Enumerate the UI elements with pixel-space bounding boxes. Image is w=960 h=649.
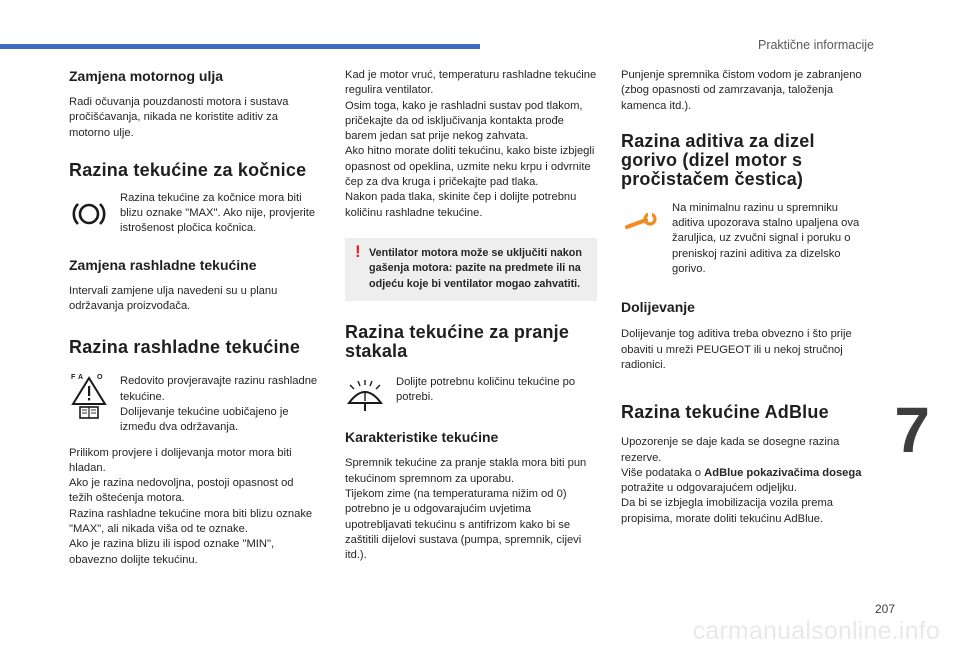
washer-spec-text: Spremnik tekućine za pranje stakla mora biti pun tekućinom spremnom za uporabu. Tijekom zime (na temperaturama nižim od 0) potrebno je u odgovarajućim uvjetima upotrebljavati tekućinu s antifrizom kako bi se zaštitili dijelovi sustava (pumpa, spremnik, cijevi itd.). [345,457,587,562]
adblue-text-3: Da bi se izbjegla imobilizacija vozila prema propisima, morate doliti tekućinu AdBlue. [621,497,834,525]
adblue-text-2-pre: Više podataka o [621,466,705,479]
svg-text:F: F [71,374,76,382]
oil-text: Radi očuvanja pouzdanosti motora i sustava pročišćavanja, nikada ne koristite aditiv za motorno ulje. [69,96,289,139]
brake-text: Razina tekućine za kočnice mora biti blizu oznake "MAX". Ako nije, provjerite istrošenost pločica kočnica. [120,191,316,235]
brake-title: Razina tekućine za kočnice [69,159,307,180]
page-number: 207 [874,602,895,616]
coolant-level-title: Razina rashladne tekućine [69,337,301,358]
refill-text: Dolijevanje tog aditiva treba obvezno i što prije obaviti u mreži PEUGEOT ili u nekoj stručnoj radionici. [621,328,852,371]
section-title: Praktične informacije [757,38,874,52]
brake-warning-icon [69,201,109,227]
coolant-level-icon-text: Redovito provjeravajte razinu rashladne tekućine. Dolijevanje tekućine uobičajeno je između dva održavanja. [120,375,318,434]
svg-text:A: A [78,374,84,382]
additive-row [621,201,873,277]
column-1 [69,68,319,578]
coolant-change-text: Intervali zamjene ulja navedeni su u planu održavanja proizvođača. [69,284,278,313]
warning-box [345,238,597,301]
washer-title: Razina tekućine za pranje stakala [345,321,570,361]
adblue-link-text: AdBlue pokazivačima dosega [704,466,862,479]
svg-text:O: O [97,374,103,382]
accent-bar [0,44,480,49]
column-2 [345,68,597,574]
chapter-number: 7 [894,394,930,466]
fill-text: Punjenje spremnika čistom vodom je zabranjeno (zbog opasnosti od zamrzavanja, taloženja kamenca itd.). [621,69,862,112]
adblue-text-1: Upozorenje se daje kada se dosegne razina rezerve. [621,436,840,464]
refill-title: Dolijevanje [621,299,695,316]
warning-text: Ventilator motora može se uključiti nakon gašenja motora: pazite na predmete ili na odjeću koje bi ventilator mogao zahvatiti. [369,246,582,290]
warning-mark: ! [355,241,361,261]
additive-icon-text: Na minimalnu razinu u spremniku aditiva upozorava stalno upaljena ova žaruljica, uz zvučni signal i poruku o preniskoj razini aditiva za dizelsko gorivo. [672,201,860,276]
hot-warning-icon [69,372,109,420]
coolant-change-title: Zamjena rashladne tekućine [69,256,257,273]
coolant-level-text: Prilikom provjere i dolijevanja motor mora biti hladan. Ako je razina nedovoljna, postoji opasnost od težih oštećenja motora. Razina rashladne tekućine mora biti blizu oznake "MAX", ali nikada viša od te oznake. Ako je razina blizu ili ispod oznake "MIN", obavezno dolijte tekućinu. [69,446,313,566]
coolant-level-row [69,374,319,435]
watermark: carmanualsonline.info [692,617,940,645]
adblue-text-2-post: potražite u odgovarajućem odjeljku. [621,482,797,495]
washer-spec-title: Karakteristike tekućine [345,429,499,446]
brake-row [69,191,319,237]
washer-icon-text: Dolijte potrebnu količinu tekućine po potrebi. [396,375,576,404]
additive-title: Razina aditiva za dizel gorivo (dizel motor s pročistačem čestica) [621,130,815,189]
adblue-text [621,435,873,527]
oil-title: Zamjena motornog ulja [69,68,224,84]
wrench-icon [621,213,661,233]
washer-fluid-icon [345,379,385,413]
washer-row [345,375,597,406]
hot-engine-text: Kad je motor vruć, temperaturu rashladne tekućine regulira ventilator. Osim toga, kako je rashladni sustav pod tlakom, pričekajte da od isključivanja kontakta prođe barem jedan sat prije nekog zahvata. Ako hitno morate doliti tekućinu, kako biste izbjegli opasnost od opeklina, uzmite neku krpu i odvrnite čep za dva kruga i pričekajte pad tlaka. Nakon pada tlaka, skinite čep i dolijte potrebnu količinu rashladne tekućine. [345,69,597,219]
adblue-title: Razina tekućine AdBlue [621,402,829,423]
column-3 [621,68,873,537]
